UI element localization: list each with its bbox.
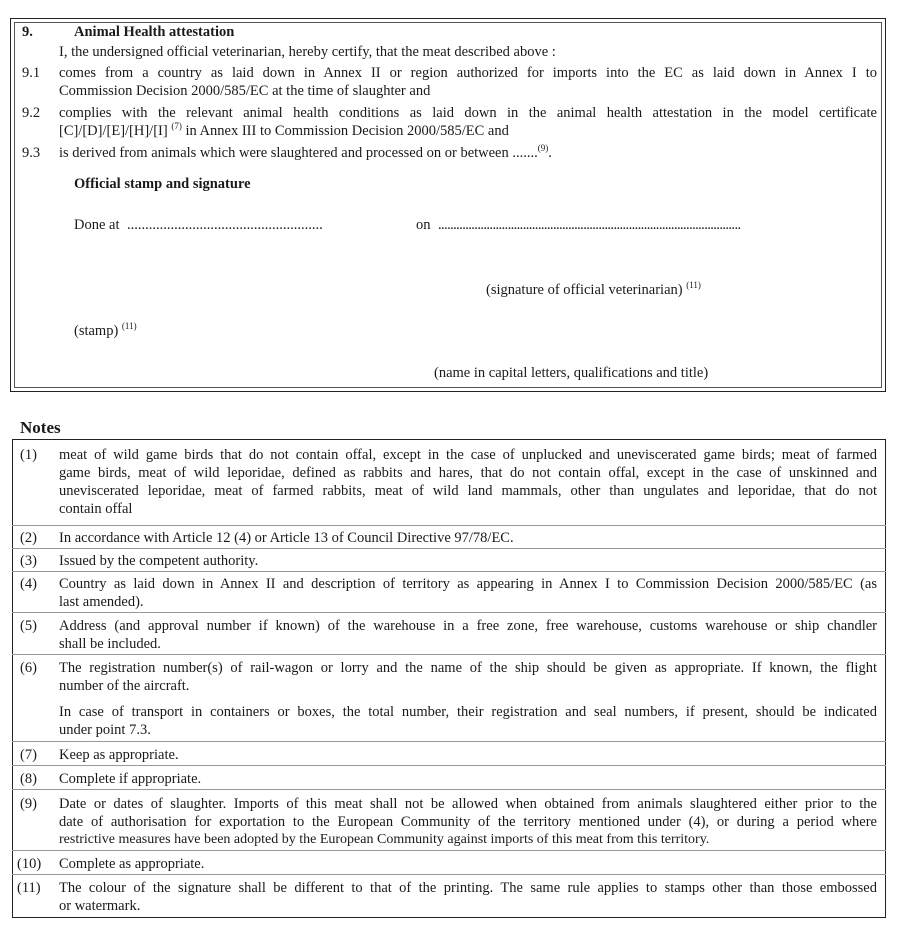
- footnote-ref: (9): [537, 143, 549, 153]
- item-text: [59, 122, 509, 140]
- done-at-label: Done at: [74, 217, 120, 233]
- note-text: last amended).: [59, 594, 144, 610]
- footnote-ref: (7): [171, 121, 182, 131]
- divider: [12, 525, 886, 526]
- note-text: Issued by the competent authority.: [59, 553, 259, 569]
- divider: [12, 548, 886, 549]
- note-number: (2): [20, 530, 37, 546]
- divider: [12, 874, 886, 875]
- note-text: number of the aircraft.: [59, 678, 190, 694]
- divider: [12, 850, 886, 851]
- name-caption: (name in capital letters, qualifications and title): [434, 365, 709, 381]
- date-field: ....................................................................................................: [438, 217, 741, 233]
- item-number: 9.2: [22, 105, 41, 121]
- note-text: under point 7.3.: [59, 722, 151, 738]
- notes-title: Notes: [20, 418, 61, 437]
- divider: [12, 571, 886, 572]
- note-text: game birds, meat of wild leporidae, defined as rabbits and hares, that do not contain offal, except in the case of unskinned and: [59, 465, 877, 481]
- model-codes: [C]/[D]/[E]/[H]/[I]: [59, 123, 168, 139]
- divider: [12, 654, 886, 655]
- note-text: Country as laid down in Annex II and description of territory as appearing in Annex I to Commission Decision 2000/585/EC (as: [59, 576, 877, 592]
- item-text-continued: in Annex III to Commission Decision 2000/585/EC and: [185, 123, 509, 139]
- note-number: (7): [20, 747, 37, 763]
- attestation-intro: I, the undersigned official veterinarian, hereby certify, that the meat described above :: [59, 44, 556, 60]
- note-text: contain offal: [59, 501, 133, 517]
- note-number: (9): [20, 796, 37, 812]
- note-text: Address (and approval number if known) of the warehouse in a free zone, free warehouse, customs warehouse or ship chandler: [59, 618, 877, 634]
- item-number: 9.3: [22, 145, 41, 161]
- note-number: (1): [20, 447, 37, 463]
- on-label: on: [416, 217, 431, 233]
- stamp-caption: (stamp) $^{(11)}$: [74, 321, 137, 339]
- note-number: (6): [20, 660, 37, 676]
- section-number: 9.: [22, 24, 33, 40]
- item-text: comes from a country as laid down in Annex II or region authorized for imports into the EC as laid down in Annex I to: [59, 65, 877, 81]
- note-number: (4): [20, 576, 37, 592]
- signature-caption: (signature of official veterinarian) $^{(11)}$: [486, 280, 701, 298]
- divider: [12, 789, 886, 790]
- note-text: restrictive measures have been adopted by the European Community against imports of this meat from this territory.: [59, 832, 710, 847]
- note-text: date of authorisation for exportation to the European Community of the territory mentioned under (4), or during a period where: [59, 814, 877, 830]
- item-text: Commission Decision 2000/585/EC at the time of slaughter and: [59, 83, 431, 99]
- note-text: or watermark.: [59, 898, 141, 914]
- note-text: Complete as appropriate.: [59, 856, 205, 872]
- stamp-heading: Official stamp and signature: [74, 176, 251, 192]
- done-at-field: ......................................................: [127, 217, 323, 233]
- item-text: is derived from animals which were slaughtered and processed on or between .......$^{(9)}$.: [59, 143, 552, 161]
- note-number: (3): [20, 553, 37, 569]
- divider: [12, 765, 886, 766]
- note-text: shall be included.: [59, 636, 161, 652]
- divider: [12, 612, 886, 613]
- note-text: uneviscerated leporidae, meat of farmed rabbits, meat of wild land mammals, other than ungulates and leporidae, that do not: [59, 483, 877, 499]
- divider: [12, 741, 886, 742]
- note-text: The colour of the signature shall be different to that of the printing. The same rule applies to stamps other than those embossed: [59, 880, 877, 896]
- note-number: (11): [17, 880, 41, 896]
- section-title: Animal Health attestation: [74, 24, 235, 40]
- note-text: Keep as appropriate.: [59, 747, 179, 763]
- note-text: In accordance with Article 12 (4) or Article 13 of Council Directive 97/78/EC.: [59, 530, 514, 546]
- note-number: (5): [20, 618, 37, 634]
- note-text: meat of wild game birds that do not contain offal, except in the case of unplucked and uneviscerated game birds; meat of farmed: [59, 447, 877, 463]
- footnote-ref: (11): [121, 321, 137, 331]
- item-text: complies with the relevant animal health conditions as laid down in the animal health attestation in the model certificate: [59, 105, 877, 121]
- note-number: (8): [20, 771, 37, 787]
- note-number: (10): [17, 856, 42, 872]
- item-number: 9.1: [22, 65, 41, 81]
- note-text: The registration number(s) of rail-wagon or lorry and the name of the ship should be given as appropriate. If known, the flight: [59, 660, 877, 676]
- note-text: Date or dates of slaughter. Imports of this meat shall not be allowed when obtained from animals slaughtered either prior to the: [59, 796, 877, 812]
- footnote-ref: (11): [686, 280, 701, 290]
- note-text: In case of transport in containers or boxes, the total number, their registration and seal numbers, if present, should be indicated: [59, 704, 877, 720]
- note-text: Complete if appropriate.: [59, 771, 202, 787]
